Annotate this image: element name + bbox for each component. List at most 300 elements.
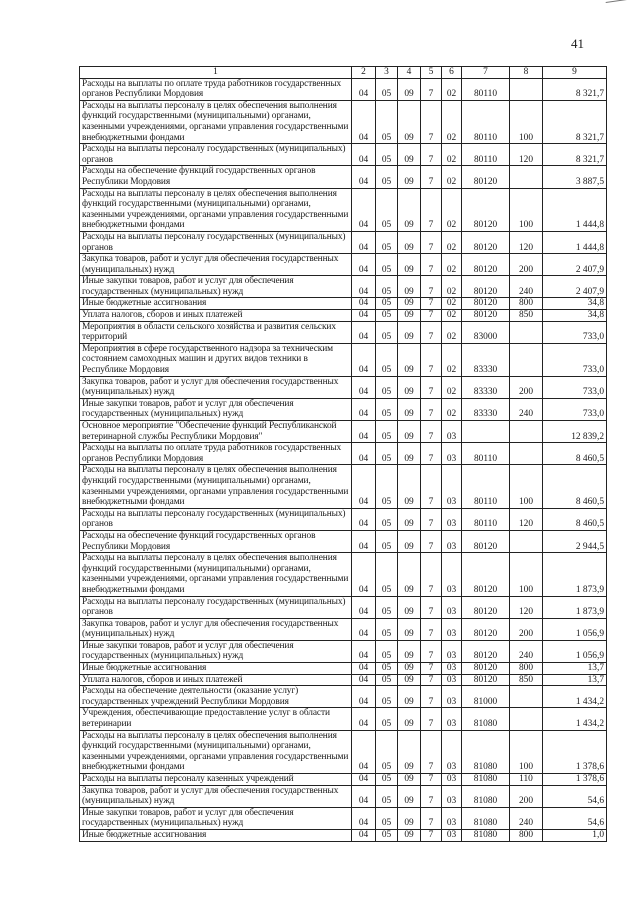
code-cell: 09 — [398, 376, 421, 398]
code-cell: 09 — [398, 774, 421, 786]
header-cell: 2 — [352, 67, 376, 79]
expense-name-cell: Иные бюджетные ассигнования — [80, 829, 352, 841]
code-cell: 04 — [352, 807, 376, 829]
code-cell: 04 — [352, 785, 376, 807]
code-cell: 09 — [398, 78, 421, 100]
amount-cell: 1 434,2 — [543, 708, 607, 730]
code-cell: 7 — [421, 829, 442, 841]
code-cell: 04 — [352, 443, 376, 465]
code-cell: 05 — [376, 276, 398, 298]
amount-cell: 34,8 — [543, 298, 607, 310]
table-row — [80, 298, 607, 310]
expense-name-cell: Расходы на выплаты по оплате труда работников государственных органов Республики Мордовия — [80, 443, 352, 465]
table-row — [80, 596, 607, 618]
code-cell: 7 — [421, 807, 442, 829]
expense-name-cell: Уплата налогов, сборов и иных платежей — [80, 674, 352, 686]
code-cell: 80120 — [462, 640, 510, 662]
code-cell: 04 — [352, 465, 376, 508]
code-cell: 05 — [376, 376, 398, 398]
amount-cell: 8 460,5 — [543, 443, 607, 465]
code-cell — [510, 78, 543, 100]
code-cell: 120 — [510, 231, 543, 253]
table-row — [80, 829, 607, 841]
header-cell: 8 — [510, 67, 543, 79]
table-row — [80, 254, 607, 276]
code-cell: 05 — [376, 231, 398, 253]
code-cell: 05 — [376, 618, 398, 640]
code-cell: 09 — [398, 321, 421, 343]
header-cell: 4 — [398, 67, 421, 79]
code-cell: 80110 — [462, 78, 510, 100]
code-cell: 09 — [398, 310, 421, 322]
code-cell: 80120 — [462, 596, 510, 618]
code-cell: 80120 — [462, 553, 510, 596]
code-cell: 04 — [352, 663, 376, 675]
code-cell: 7 — [421, 276, 442, 298]
code-cell: 03 — [442, 785, 462, 807]
expense-name-cell: Иные закупки товаров, работ и услуг для обеспечения государственных (муниципальных) нужд — [80, 276, 352, 298]
budget-table — [79, 66, 607, 842]
amount-cell: 733,0 — [543, 321, 607, 343]
code-cell: 05 — [376, 553, 398, 596]
code-cell: 7 — [421, 785, 442, 807]
code-cell: 04 — [352, 188, 376, 231]
code-cell: 05 — [376, 421, 398, 443]
code-cell: 7 — [421, 144, 442, 166]
code-cell — [510, 321, 543, 343]
code-cell: 04 — [352, 298, 376, 310]
code-cell: 100 — [510, 553, 543, 596]
code-cell: 05 — [376, 254, 398, 276]
code-cell: 7 — [421, 465, 442, 508]
expense-name-cell: Мероприятия в сфере государственного надзора за техническим состоянием самоходных машин и других видов техники в Республике Мордовия — [80, 343, 352, 376]
code-cell: 80120 — [462, 231, 510, 253]
code-cell: 05 — [376, 144, 398, 166]
code-cell: 83330 — [462, 343, 510, 376]
amount-cell: 733,0 — [543, 376, 607, 398]
code-cell: 02 — [442, 310, 462, 322]
code-cell: 7 — [421, 78, 442, 100]
code-cell: 03 — [442, 708, 462, 730]
expense-name-cell: Иные закупки товаров, работ и услуг для обеспечения государственных (муниципальных) нужд — [80, 640, 352, 662]
code-cell: 120 — [510, 508, 543, 530]
code-cell: 05 — [376, 321, 398, 343]
code-cell: 80110 — [462, 443, 510, 465]
code-cell: 09 — [398, 398, 421, 420]
code-cell: 02 — [442, 231, 462, 253]
code-cell: 09 — [398, 298, 421, 310]
code-cell — [462, 421, 510, 443]
table-row — [80, 443, 607, 465]
code-cell: 7 — [421, 674, 442, 686]
code-cell: 05 — [376, 530, 398, 552]
amount-cell: 2 944,5 — [543, 530, 607, 552]
header-cell: 1 — [80, 67, 352, 79]
code-cell: 7 — [421, 774, 442, 786]
code-cell: 03 — [442, 618, 462, 640]
code-cell: 7 — [421, 686, 442, 708]
code-cell: 09 — [398, 829, 421, 841]
code-cell: 81080 — [462, 807, 510, 829]
code-cell: 03 — [442, 674, 462, 686]
amount-cell: 54,6 — [543, 785, 607, 807]
code-cell: 05 — [376, 100, 398, 143]
code-cell: 09 — [398, 708, 421, 730]
code-cell: 09 — [398, 674, 421, 686]
code-cell: 05 — [376, 465, 398, 508]
amount-cell: 1 444,8 — [543, 188, 607, 231]
code-cell: 04 — [352, 100, 376, 143]
table-row — [80, 100, 607, 143]
expense-name-cell: Расходы на выплаты по оплате труда работников государственных органов Республики Мордовия — [80, 78, 352, 100]
code-cell: 09 — [398, 686, 421, 708]
amount-cell: 13,7 — [543, 663, 607, 675]
code-cell — [510, 166, 543, 188]
code-cell: 05 — [376, 508, 398, 530]
code-cell: 04 — [352, 730, 376, 773]
code-cell: 240 — [510, 398, 543, 420]
code-cell: 80120 — [462, 663, 510, 675]
code-cell: 05 — [376, 188, 398, 231]
table-row — [80, 398, 607, 420]
table-row — [80, 376, 607, 398]
amount-cell: 8 321,7 — [543, 78, 607, 100]
code-cell: 09 — [398, 640, 421, 662]
code-cell: 09 — [398, 530, 421, 552]
code-cell: 850 — [510, 310, 543, 322]
expense-name-cell: Расходы на обеспечение функций государственных органов Республики Мордовия — [80, 166, 352, 188]
amount-cell: 8 460,5 — [543, 465, 607, 508]
header-cell: 3 — [376, 67, 398, 79]
code-cell: 02 — [442, 321, 462, 343]
code-cell: 04 — [352, 774, 376, 786]
code-cell: 81080 — [462, 785, 510, 807]
code-cell: 240 — [510, 640, 543, 662]
expense-name-cell: Расходы на выплаты персоналу государственных (муниципальных) органов — [80, 144, 352, 166]
code-cell: 02 — [442, 144, 462, 166]
code-cell: 09 — [398, 807, 421, 829]
code-cell: 04 — [352, 398, 376, 420]
code-cell: 03 — [442, 807, 462, 829]
code-cell: 04 — [352, 618, 376, 640]
expense-name-cell: Расходы на выплаты персоналу казенных учреждений — [80, 774, 352, 786]
code-cell: 83000 — [462, 321, 510, 343]
code-cell: 02 — [442, 298, 462, 310]
table-row — [80, 231, 607, 253]
code-cell: 120 — [510, 596, 543, 618]
code-cell: 80120 — [462, 188, 510, 231]
code-cell: 7 — [421, 343, 442, 376]
table-row — [80, 276, 607, 298]
table-row — [80, 618, 607, 640]
amount-cell: 733,0 — [543, 343, 607, 376]
code-cell: 03 — [442, 686, 462, 708]
code-cell: 09 — [398, 144, 421, 166]
code-cell: 7 — [421, 100, 442, 143]
expense-name-cell: Расходы на выплаты персоналу в целях обеспечения выполнения функций государственными (муниципальными) органами, казенными учреждениями, органами управления государственными внебюджетными фондами — [80, 100, 352, 143]
table-row — [80, 321, 607, 343]
code-cell: 09 — [398, 730, 421, 773]
amount-cell: 8 460,5 — [543, 508, 607, 530]
table-row — [80, 807, 607, 829]
amount-cell: 1 873,9 — [543, 596, 607, 618]
code-cell: 05 — [376, 730, 398, 773]
table-body — [80, 78, 607, 841]
code-cell — [510, 343, 543, 376]
code-cell: 03 — [442, 663, 462, 675]
code-cell: 04 — [352, 686, 376, 708]
code-cell: 04 — [352, 254, 376, 276]
code-cell: 02 — [442, 276, 462, 298]
amount-cell: 3 887,5 — [543, 166, 607, 188]
code-cell: 04 — [352, 144, 376, 166]
amount-cell: 2 407,9 — [543, 254, 607, 276]
table-row — [80, 686, 607, 708]
corner-scan-mark — [606, 0, 635, 9]
table-row — [80, 708, 607, 730]
table-row — [80, 144, 607, 166]
code-cell: 100 — [510, 100, 543, 143]
code-cell: 05 — [376, 829, 398, 841]
code-cell: 81080 — [462, 774, 510, 786]
expense-name-cell: Расходы на выплаты персоналу в целях обеспечения выполнения функций государственными (муниципальными) органами, казенными учреждениями, органами управления государственными внебюджетными фондами — [80, 730, 352, 773]
code-cell: 200 — [510, 785, 543, 807]
code-cell: 7 — [421, 188, 442, 231]
table-row — [80, 774, 607, 786]
expense-name-cell: Учреждения, обеспечивающие предоставление услуг в области ветеринарии — [80, 708, 352, 730]
code-cell: 09 — [398, 785, 421, 807]
code-cell: 05 — [376, 343, 398, 376]
code-cell: 7 — [421, 530, 442, 552]
amount-cell: 1,0 — [543, 829, 607, 841]
code-cell: 7 — [421, 663, 442, 675]
code-cell: 80120 — [462, 618, 510, 640]
amount-cell: 8 321,7 — [543, 144, 607, 166]
amount-cell: 1 056,9 — [543, 618, 607, 640]
expense-name-cell: Расходы на обеспечение функций государственных органов Республики Мордовия — [80, 530, 352, 552]
expense-name-cell: Иные бюджетные ассигнования — [80, 663, 352, 675]
table-row — [80, 730, 607, 773]
code-cell: 04 — [352, 640, 376, 662]
code-cell: 09 — [398, 276, 421, 298]
code-cell: 04 — [352, 166, 376, 188]
code-cell: 04 — [352, 596, 376, 618]
code-cell: 09 — [398, 188, 421, 231]
table-row — [80, 421, 607, 443]
code-cell: 05 — [376, 166, 398, 188]
table-row — [80, 785, 607, 807]
expense-name-cell: Расходы на выплаты персоналу в целях обеспечения выполнения функций государственными (муниципальными) органами, казенными учреждениями, органами управления государственными внебюджетными фондами — [80, 553, 352, 596]
code-cell — [510, 530, 543, 552]
amount-cell: 1 378,6 — [543, 774, 607, 786]
code-cell: 04 — [352, 674, 376, 686]
code-cell: 80120 — [462, 674, 510, 686]
code-cell: 100 — [510, 465, 543, 508]
code-cell: 05 — [376, 640, 398, 662]
code-cell: 05 — [376, 674, 398, 686]
code-cell: 81000 — [462, 686, 510, 708]
code-cell: 04 — [352, 708, 376, 730]
code-cell: 200 — [510, 376, 543, 398]
code-cell: 240 — [510, 807, 543, 829]
code-cell: 09 — [398, 508, 421, 530]
expense-name-cell: Иные закупки товаров, работ и услуг для обеспечения государственных (муниципальных) нужд — [80, 398, 352, 420]
expense-name-cell: Закупка товаров, работ и услуг для обеспечения государственных (муниципальных) нужд — [80, 376, 352, 398]
code-cell: 05 — [376, 398, 398, 420]
page-number: 41 — [571, 36, 584, 51]
amount-cell: 2 407,9 — [543, 276, 607, 298]
expense-name-cell: Расходы на обеспечение деятельности (оказание услуг) государственных учреждений Республики Мордовия — [80, 686, 352, 708]
code-cell: 120 — [510, 144, 543, 166]
expense-name-cell: Закупка товаров, работ и услуг для обеспечения государственных (муниципальных) нужд — [80, 785, 352, 807]
table-row — [80, 674, 607, 686]
amount-cell: 1 378,6 — [543, 730, 607, 773]
code-cell: 05 — [376, 78, 398, 100]
code-cell: 100 — [510, 730, 543, 773]
header-row — [80, 67, 607, 79]
table-row — [80, 640, 607, 662]
expense-name-cell: Уплата налогов, сборов и иных платежей — [80, 310, 352, 322]
amount-cell: 1 434,2 — [543, 686, 607, 708]
code-cell: 03 — [442, 730, 462, 773]
code-cell: 03 — [442, 443, 462, 465]
code-cell: 05 — [376, 443, 398, 465]
code-cell: 7 — [421, 421, 442, 443]
code-cell: 09 — [398, 100, 421, 143]
code-cell: 05 — [376, 663, 398, 675]
expense-name-cell: Закупка товаров, работ и услуг для обеспечения государственных (муниципальных) нужд — [80, 254, 352, 276]
code-cell: 04 — [352, 78, 376, 100]
code-cell: 09 — [398, 343, 421, 376]
code-cell: 02 — [442, 188, 462, 231]
table-row — [80, 663, 607, 675]
table-row — [80, 553, 607, 596]
code-cell: 04 — [352, 530, 376, 552]
code-cell: 100 — [510, 188, 543, 231]
expense-name-cell: Иные закупки товаров, работ и услуг для обеспечения государственных (муниципальных) нужд — [80, 807, 352, 829]
code-cell: 05 — [376, 686, 398, 708]
code-cell: 80110 — [462, 100, 510, 143]
code-cell: 03 — [442, 530, 462, 552]
header-cell: 6 — [442, 67, 462, 79]
code-cell: 05 — [376, 310, 398, 322]
code-cell: 240 — [510, 276, 543, 298]
expense-name-cell: Закупка товаров, работ и услуг для обеспечения государственных (муниципальных) нужд — [80, 618, 352, 640]
code-cell: 04 — [352, 829, 376, 841]
code-cell: 04 — [352, 508, 376, 530]
code-cell: 7 — [421, 298, 442, 310]
code-cell: 850 — [510, 674, 543, 686]
code-cell: 03 — [442, 774, 462, 786]
code-cell: 7 — [421, 166, 442, 188]
code-cell: 04 — [352, 310, 376, 322]
code-cell: 80120 — [462, 276, 510, 298]
code-cell: 7 — [421, 310, 442, 322]
amount-cell: 1 873,9 — [543, 553, 607, 596]
code-cell: 80120 — [462, 530, 510, 552]
code-cell: 03 — [442, 553, 462, 596]
table-row — [80, 508, 607, 530]
code-cell: 03 — [442, 596, 462, 618]
code-cell: 05 — [376, 298, 398, 310]
code-cell: 04 — [352, 343, 376, 376]
expense-name-cell: Расходы на выплаты персоналу в целях обеспечения выполнения функций государственными (муниципальными) органами, казенными учреждениями, органами управления государственными внебюджетными фондами — [80, 188, 352, 231]
code-cell: 7 — [421, 398, 442, 420]
code-cell: 80110 — [462, 144, 510, 166]
code-cell: 09 — [398, 465, 421, 508]
code-cell: 80120 — [462, 254, 510, 276]
code-cell: 03 — [442, 829, 462, 841]
table-row — [80, 78, 607, 100]
expense-name-cell: Основное мероприятие "Обеспечение функций Республиканской ветеринарной службы Республики Мордовия" — [80, 421, 352, 443]
code-cell: 110 — [510, 774, 543, 786]
code-cell — [510, 708, 543, 730]
code-cell: 800 — [510, 298, 543, 310]
code-cell: 03 — [442, 640, 462, 662]
code-cell: 04 — [352, 231, 376, 253]
code-cell: 05 — [376, 785, 398, 807]
code-cell — [510, 421, 543, 443]
code-cell: 800 — [510, 663, 543, 675]
code-cell: 80120 — [462, 310, 510, 322]
code-cell: 09 — [398, 596, 421, 618]
code-cell — [510, 443, 543, 465]
code-cell: 02 — [442, 398, 462, 420]
code-cell: 09 — [398, 443, 421, 465]
header-cell: 7 — [462, 67, 510, 79]
amount-cell: 1 444,8 — [543, 231, 607, 253]
code-cell: 7 — [421, 708, 442, 730]
table-row — [80, 188, 607, 231]
expense-name-cell: Расходы на выплаты персоналу государственных (муниципальных) органов — [80, 231, 352, 253]
code-cell: 7 — [421, 376, 442, 398]
code-cell: 09 — [398, 421, 421, 443]
code-cell: 05 — [376, 708, 398, 730]
code-cell: 03 — [442, 508, 462, 530]
code-cell: 7 — [421, 443, 442, 465]
code-cell: 02 — [442, 254, 462, 276]
code-cell: 04 — [352, 321, 376, 343]
code-cell: 09 — [398, 231, 421, 253]
code-cell: 200 — [510, 618, 543, 640]
code-cell: 7 — [421, 730, 442, 773]
code-cell: 7 — [421, 321, 442, 343]
header-cell: 5 — [421, 67, 442, 79]
code-cell: 02 — [442, 376, 462, 398]
table-row — [80, 343, 607, 376]
amount-cell: 1 056,9 — [543, 640, 607, 662]
code-cell: 03 — [442, 465, 462, 508]
code-cell: 02 — [442, 343, 462, 376]
code-cell: 09 — [398, 663, 421, 675]
expense-name-cell: Расходы на выплаты персоналу в целях обеспечения выполнения функций государственными (муниципальными) органами, казенными учреждениями, органами управления государственными внебюджетными фондами — [80, 465, 352, 508]
code-cell: 09 — [398, 553, 421, 596]
amount-cell: 8 321,7 — [543, 100, 607, 143]
code-cell: 80120 — [462, 166, 510, 188]
code-cell: 7 — [421, 254, 442, 276]
table-row — [80, 465, 607, 508]
code-cell: 05 — [376, 807, 398, 829]
expense-name-cell: Расходы на выплаты персоналу государственных (муниципальных) органов — [80, 596, 352, 618]
amount-cell: 34,8 — [543, 310, 607, 322]
code-cell: 05 — [376, 774, 398, 786]
amount-cell: 12 839,2 — [543, 421, 607, 443]
code-cell: 05 — [376, 596, 398, 618]
code-cell: 83330 — [462, 376, 510, 398]
code-cell: 80120 — [462, 298, 510, 310]
code-cell: 09 — [398, 166, 421, 188]
code-cell: 80110 — [462, 465, 510, 508]
